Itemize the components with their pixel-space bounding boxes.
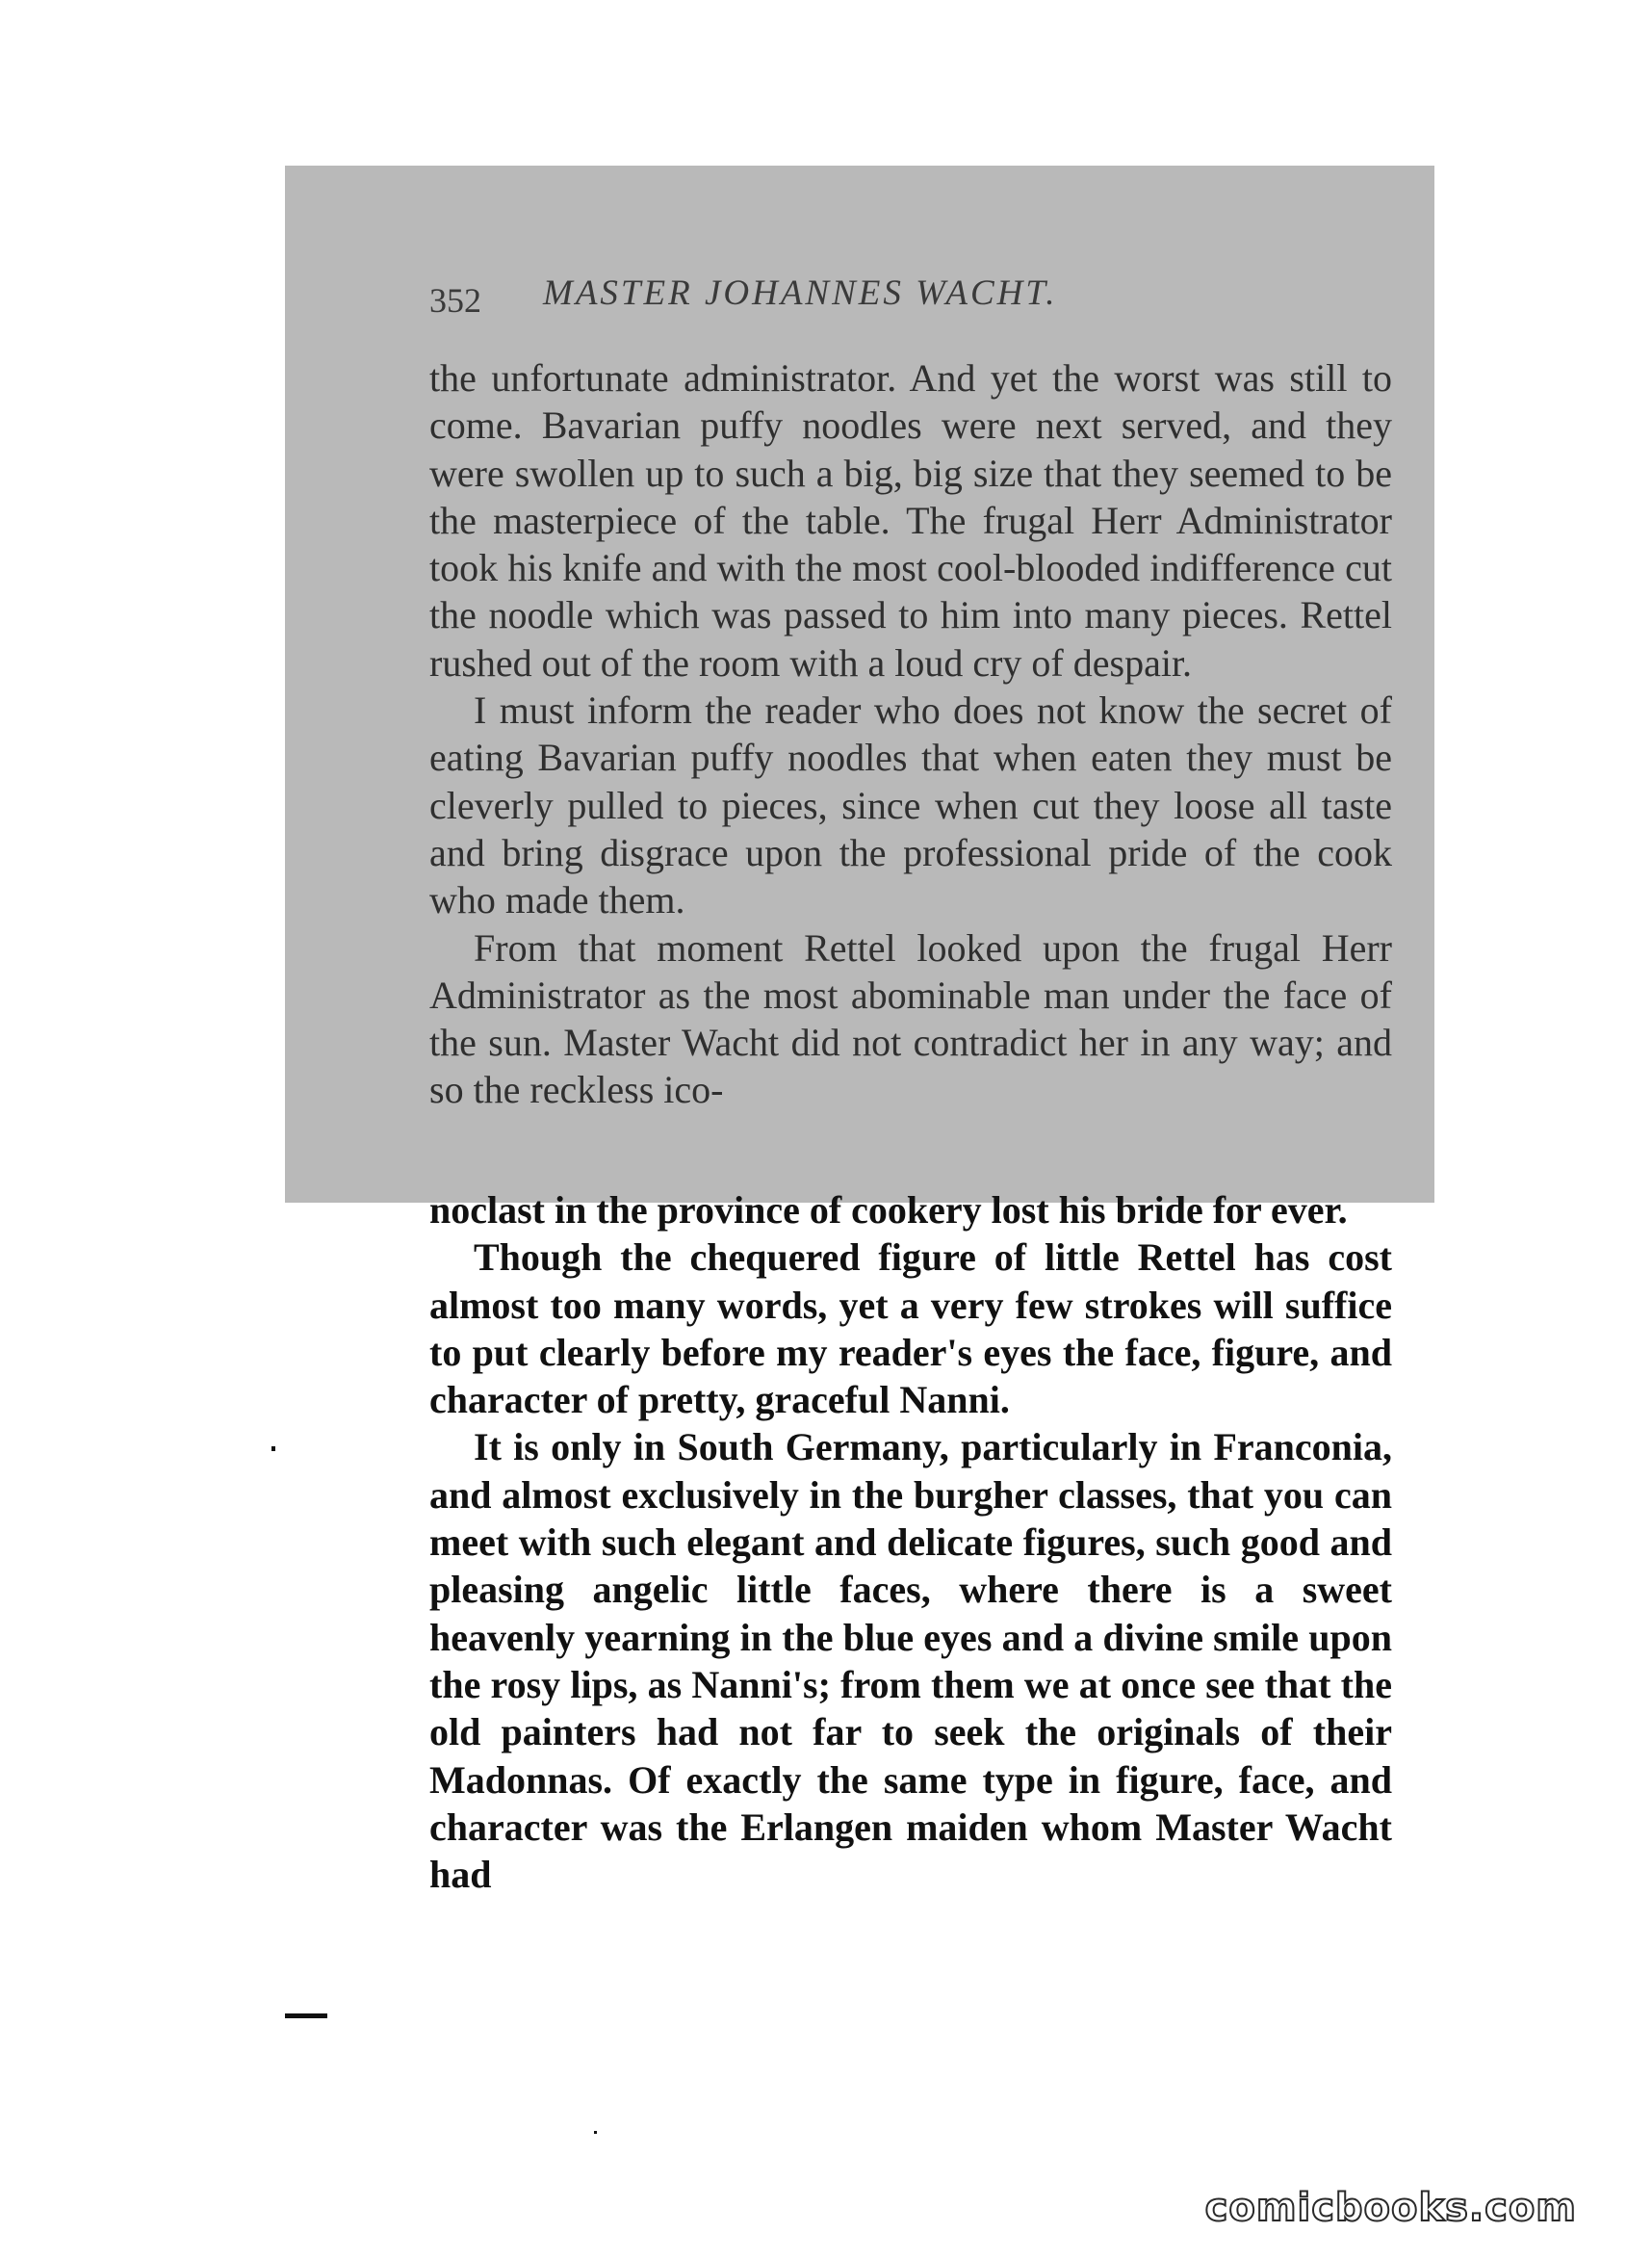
paragraph: Though the chequered figure of little Rettel has cost almost too many words, yet a very few strokes will suffice to put clearly before my reader's eyes the face, figure, and character of pretty, graceful Nanni. (429, 1235, 1392, 1422)
paragraph: noclast in the province of cookery lost his bride for ever. (429, 1188, 1348, 1232)
page-header (429, 273, 1392, 326)
paragraph: It is only in South Germany, particularly in Franconia, and almost exclusively in the burgher classes, that you can meet with such elegant and delicate figures, such good and pleasing angelic little faces, where there is a sweet heavenly yearning in the blue eyes and a divine smile upon the rosy lips, as Nanni's; from them we at once see that the old painters had not far to seek the originals of their Madonnas. Of exactly the same type in figure, face, and character was the Erlangen maiden whom Master Wacht had (429, 1425, 1392, 1897)
scan-dash (285, 2013, 327, 2018)
body-text-lower (429, 1186, 1392, 1898)
body-text-upper (429, 354, 1392, 1114)
watermark-logo: comicbooks.com (1204, 2186, 1577, 2230)
scan-speck (594, 2131, 597, 2134)
paragraph: the unfortunate administrator. And yet the worst was still to come. Bavarian puffy noodles were next served, and they were swollen up to such a big, big size that they seemed to be the masterpiece of the table. The frugal Herr Administrator took his knife and with the most cool-blooded indifference cut the noodle which was passed to him into many pieces. Rettel rushed out of the room with a loud cry of despair. (429, 356, 1392, 685)
paragraph: From that moment Rettel looked upon the frugal Herr Administrator as the most abominable man under the face of the sun. Master Wacht did not contradict her in any way; and so the reckless ico- (429, 925, 1392, 1112)
scan-speck (271, 1446, 275, 1451)
paragraph: I must inform the reader who does not know the secret of eating Bavarian puffy noodles that when eaten they must be cleverly pulled to pieces, since when cut they loose all taste and bring disgrace upon the professional pride of the cook who made them. (429, 688, 1392, 922)
page-number: 352 (429, 281, 481, 320)
running-title: MASTER JOHANNES WACHT. (543, 273, 1058, 313)
